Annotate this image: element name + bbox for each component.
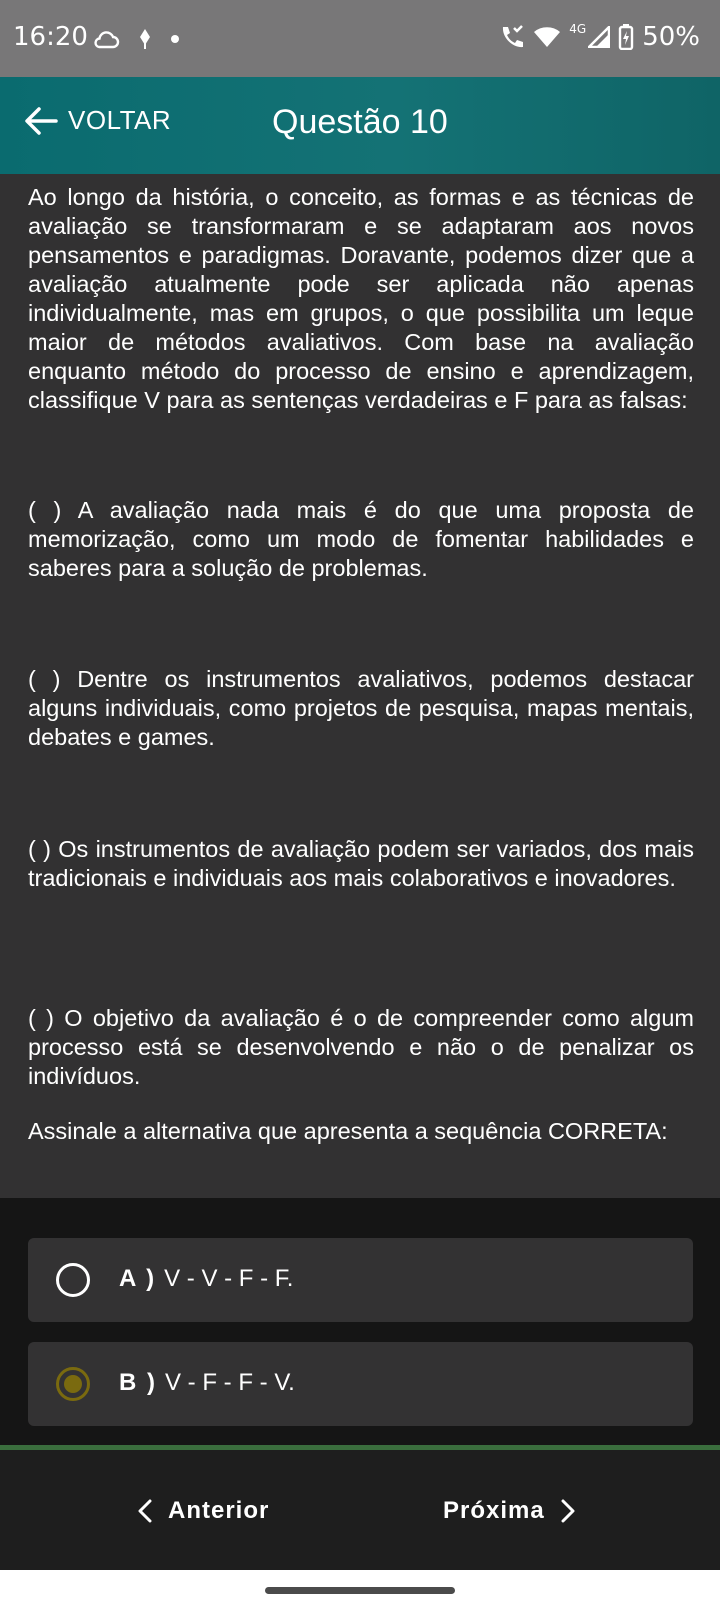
arrow-left-icon (24, 106, 58, 136)
question-instruction: Assinale a alternativa que apresenta a sequência CORRETA: (28, 1118, 668, 1144)
accessibility-icon (138, 28, 152, 50)
gesture-area (0, 1570, 720, 1612)
call-icon (499, 24, 525, 50)
previous-label: Anterior (168, 1497, 270, 1524)
option-a-value: V - V - F - F. (164, 1265, 294, 1292)
radio-unselected-icon (55, 1262, 91, 1298)
question-content (28, 183, 694, 1144)
network-type: 4G (569, 22, 587, 36)
question-intro: Ao longo da história, o conceito, as formas e as técnicas de avaliação se transformaram e se adaptaram aos novos pensamentos e paradigmas. Doravante, podemos dizer que a avaliação atualmente pode ser aplicada não apenas individualmente, mas em grupos, o que possibilita um leque maior de métodos avaliativos. Com base na avaliação enquanto método do processo de ensino e aprendizagem, classifique V para as sentenças verdadeiras e F para as falsas: (28, 184, 694, 413)
status-notification-icons (92, 24, 180, 54)
option-a-letter: A ) (119, 1265, 157, 1292)
status-bar (0, 0, 720, 77)
bottom-navigation (0, 1450, 720, 1570)
statement-1: ( ) A avaliação nada mais é do que uma proposta de memorização, como um modo de fomentar habilidades e saberes para a solução de problemas. (28, 497, 694, 581)
page-title: Questão 10 (272, 103, 448, 141)
previous-button[interactable] (138, 1497, 269, 1525)
status-right (499, 22, 700, 52)
option-a[interactable] (28, 1238, 693, 1322)
option-b-text (119, 1369, 295, 1397)
status-time: 16:20 (13, 22, 88, 52)
option-b-value: V - F - F - V. (165, 1369, 295, 1396)
option-a-text (119, 1265, 293, 1293)
home-indicator[interactable] (265, 1587, 455, 1594)
wifi-icon (533, 25, 561, 49)
statement-2: ( ) Dentre os instrumentos avaliativos, podemos destacar alguns individuais, como projetos de pesquisa, mapas mentais, debates e games. (28, 666, 694, 750)
dot-icon (170, 34, 180, 44)
answer-options (0, 1198, 720, 1450)
cloud-icon (92, 28, 120, 50)
next-button[interactable] (443, 1497, 575, 1525)
signal-icon (588, 26, 610, 48)
statement-3: ( ) Os instrumentos de avaliação podem ser variados, dos mais tradicionais e individuais aos mais colaborativos e inovadores. (28, 836, 694, 891)
app-header (0, 77, 720, 174)
statement-4: ( ) O objetivo da avaliação é o de compreender como algum processo está se desenvolvendo e não o de penalizar os indivíduos. (28, 1005, 694, 1089)
next-label: Próxima (443, 1497, 545, 1524)
radio-selected-icon (55, 1366, 91, 1402)
option-b[interactable] (28, 1342, 693, 1426)
battery-icon (618, 24, 634, 50)
chevron-left-icon (138, 1499, 152, 1523)
back-label: VOLTAR (68, 105, 172, 135)
option-b-letter: B ) (119, 1369, 157, 1396)
battery-percent: 50% (642, 22, 700, 52)
chevron-right-icon (561, 1499, 575, 1523)
back-button[interactable] (24, 105, 171, 136)
